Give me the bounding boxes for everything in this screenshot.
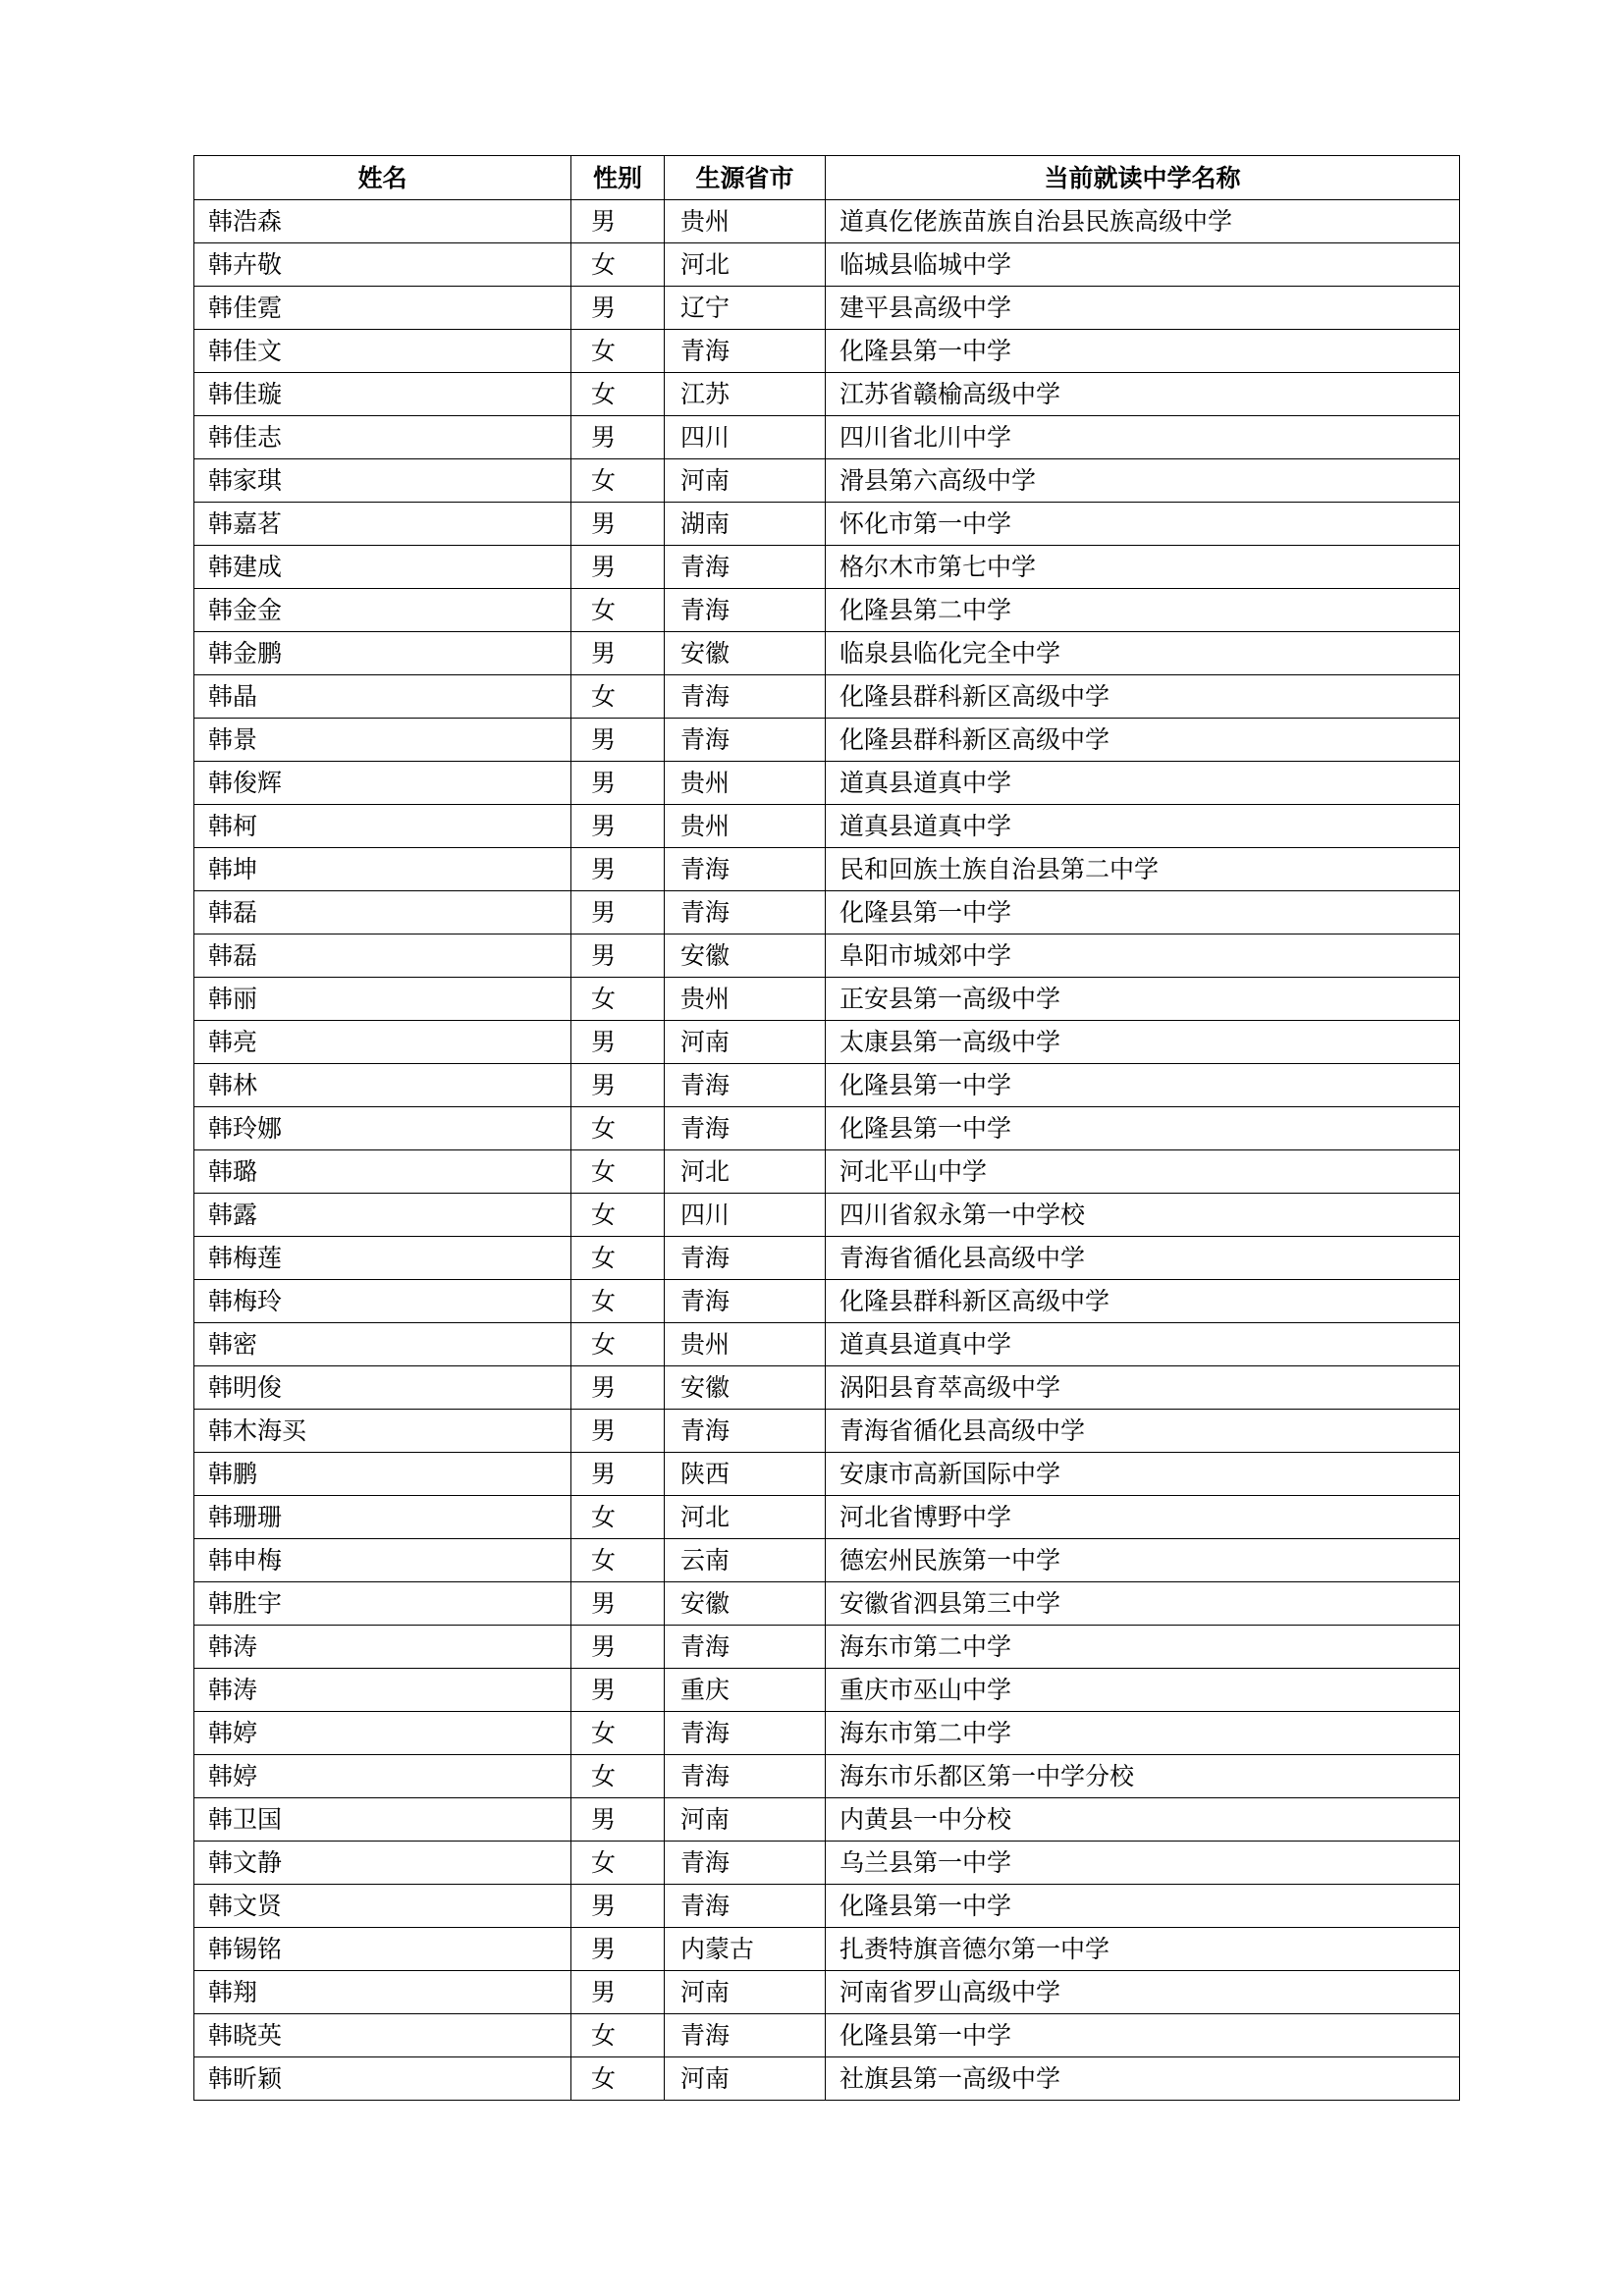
cell-name: 韩婷 [194, 1712, 571, 1755]
cell-school: 海东市乐都区第一中学分校 [826, 1755, 1460, 1798]
cell-school: 化隆县群科新区高级中学 [826, 1280, 1460, 1323]
cell-name: 韩晶 [194, 675, 571, 719]
cell-name: 韩嘉茗 [194, 503, 571, 546]
cell-province: 青海 [665, 891, 826, 934]
table-row [194, 503, 1460, 546]
cell-gender: 女 [571, 1539, 665, 1582]
cell-gender: 女 [571, 1150, 665, 1194]
cell-school: 德宏州民族第一中学 [826, 1539, 1460, 1582]
table-body [194, 200, 1460, 2101]
cell-school: 青海省循化县高级中学 [826, 1237, 1460, 1280]
cell-school: 建平县高级中学 [826, 287, 1460, 330]
cell-name: 韩涛 [194, 1669, 571, 1712]
table-row [194, 1712, 1460, 1755]
table-row [194, 1410, 1460, 1453]
cell-name: 韩磊 [194, 934, 571, 978]
cell-province: 河南 [665, 1971, 826, 2014]
cell-school: 格尔木市第七中学 [826, 546, 1460, 589]
cell-gender: 男 [571, 1928, 665, 1971]
cell-province: 贵州 [665, 805, 826, 848]
cell-province: 青海 [665, 675, 826, 719]
cell-province: 河北 [665, 243, 826, 287]
cell-gender: 男 [571, 1064, 665, 1107]
cell-gender: 女 [571, 2014, 665, 2057]
table-row [194, 1237, 1460, 1280]
cell-name: 韩晓英 [194, 2014, 571, 2057]
cell-school: 化隆县第一中学 [826, 330, 1460, 373]
cell-name: 韩申梅 [194, 1539, 571, 1582]
table-row [194, 546, 1460, 589]
cell-name: 韩佳文 [194, 330, 571, 373]
table-row [194, 1755, 1460, 1798]
cell-school: 化隆县群科新区高级中学 [826, 719, 1460, 762]
student-roster-table [193, 155, 1460, 2101]
cell-province: 青海 [665, 1237, 826, 1280]
cell-province: 河南 [665, 1798, 826, 1842]
cell-school: 四川省北川中学 [826, 416, 1460, 459]
cell-province: 陕西 [665, 1453, 826, 1496]
cell-gender: 男 [571, 1885, 665, 1928]
cell-school: 化隆县第一中学 [826, 891, 1460, 934]
cell-province: 河北 [665, 1496, 826, 1539]
cell-gender: 女 [571, 1107, 665, 1150]
cell-name: 韩珊珊 [194, 1496, 571, 1539]
cell-province: 青海 [665, 1755, 826, 1798]
cell-name: 韩翔 [194, 1971, 571, 2014]
cell-gender: 男 [571, 503, 665, 546]
table-row [194, 1194, 1460, 1237]
cell-province: 青海 [665, 1064, 826, 1107]
cell-name: 韩露 [194, 1194, 571, 1237]
table-row [194, 1453, 1460, 1496]
cell-school: 海东市第二中学 [826, 1626, 1460, 1669]
cell-province: 辽宁 [665, 287, 826, 330]
cell-gender: 男 [571, 1582, 665, 1626]
table-row [194, 1626, 1460, 1669]
cell-name: 韩胜宇 [194, 1582, 571, 1626]
cell-province: 湖南 [665, 503, 826, 546]
cell-gender: 男 [571, 1410, 665, 1453]
cell-school: 涡阳县育萃高级中学 [826, 1366, 1460, 1410]
cell-province: 安徽 [665, 632, 826, 675]
cell-school: 四川省叙永第一中学校 [826, 1194, 1460, 1237]
cell-school: 河北平山中学 [826, 1150, 1460, 1194]
cell-gender: 男 [571, 1626, 665, 1669]
cell-gender: 女 [571, 1237, 665, 1280]
table-row [194, 373, 1460, 416]
cell-school: 道真县道真中学 [826, 1323, 1460, 1366]
cell-name: 韩佳志 [194, 416, 571, 459]
cell-name: 韩梅玲 [194, 1280, 571, 1323]
table-row [194, 632, 1460, 675]
cell-gender: 女 [571, 243, 665, 287]
cell-name: 韩柯 [194, 805, 571, 848]
cell-name: 韩涛 [194, 1626, 571, 1669]
table-row [194, 805, 1460, 848]
table-row [194, 891, 1460, 934]
cell-name: 韩亮 [194, 1021, 571, 1064]
cell-province: 青海 [665, 1410, 826, 1453]
cell-province: 青海 [665, 848, 826, 891]
table-header-row [194, 156, 1460, 200]
cell-name: 韩坤 [194, 848, 571, 891]
table-row [194, 459, 1460, 503]
cell-province: 贵州 [665, 200, 826, 243]
cell-gender: 女 [571, 1842, 665, 1885]
cell-gender: 女 [571, 1194, 665, 1237]
cell-province: 贵州 [665, 978, 826, 1021]
cell-gender: 女 [571, 1755, 665, 1798]
table-row [194, 719, 1460, 762]
cell-province: 贵州 [665, 762, 826, 805]
cell-gender: 男 [571, 1798, 665, 1842]
cell-school: 阜阳市城郊中学 [826, 934, 1460, 978]
table-row [194, 416, 1460, 459]
cell-school: 化隆县群科新区高级中学 [826, 675, 1460, 719]
cell-name: 韩玲娜 [194, 1107, 571, 1150]
cell-name: 韩浩森 [194, 200, 571, 243]
cell-province: 青海 [665, 330, 826, 373]
table-row [194, 1669, 1460, 1712]
cell-school: 化隆县第一中学 [826, 1885, 1460, 1928]
cell-name: 韩璐 [194, 1150, 571, 1194]
cell-school: 道真仡佬族苗族自治县民族高级中学 [826, 200, 1460, 243]
cell-gender: 女 [571, 1323, 665, 1366]
cell-name: 韩建成 [194, 546, 571, 589]
table-row [194, 1021, 1460, 1064]
cell-name: 韩木海买 [194, 1410, 571, 1453]
table-row [194, 1064, 1460, 1107]
cell-school: 道真县道真中学 [826, 762, 1460, 805]
table-row [194, 1539, 1460, 1582]
cell-school: 海东市第二中学 [826, 1712, 1460, 1755]
cell-province: 河北 [665, 1150, 826, 1194]
cell-name: 韩昕颖 [194, 2057, 571, 2101]
cell-province: 青海 [665, 1107, 826, 1150]
cell-name: 韩林 [194, 1064, 571, 1107]
cell-province: 江苏 [665, 373, 826, 416]
cell-name: 韩卉敬 [194, 243, 571, 287]
cell-name: 韩锡铭 [194, 1928, 571, 1971]
cell-province: 四川 [665, 1194, 826, 1237]
cell-province: 青海 [665, 2014, 826, 2057]
cell-school: 化隆县第二中学 [826, 589, 1460, 632]
cell-gender: 男 [571, 287, 665, 330]
cell-gender: 男 [571, 1366, 665, 1410]
cell-school: 重庆市巫山中学 [826, 1669, 1460, 1712]
cell-name: 韩金鹏 [194, 632, 571, 675]
table-row [194, 1496, 1460, 1539]
cell-name: 韩文贤 [194, 1885, 571, 1928]
cell-province: 河南 [665, 459, 826, 503]
table-row [194, 287, 1460, 330]
cell-school: 河南省罗山高级中学 [826, 1971, 1460, 2014]
cell-province: 青海 [665, 1712, 826, 1755]
header-province: 生源省市 [665, 156, 826, 200]
cell-gender: 男 [571, 546, 665, 589]
cell-gender: 女 [571, 1496, 665, 1539]
cell-gender: 男 [571, 719, 665, 762]
cell-gender: 男 [571, 848, 665, 891]
table-row [194, 1366, 1460, 1410]
table-row [194, 589, 1460, 632]
cell-school: 化隆县第一中学 [826, 2014, 1460, 2057]
table-row [194, 1280, 1460, 1323]
cell-school: 安徽省泗县第三中学 [826, 1582, 1460, 1626]
cell-province: 内蒙古 [665, 1928, 826, 1971]
cell-province: 青海 [665, 719, 826, 762]
table-row [194, 675, 1460, 719]
cell-school: 河北省博野中学 [826, 1496, 1460, 1539]
cell-gender: 女 [571, 589, 665, 632]
cell-name: 韩明俊 [194, 1366, 571, 1410]
header-school: 当前就读中学名称 [826, 156, 1460, 200]
cell-name: 韩家琪 [194, 459, 571, 503]
cell-school: 江苏省赣榆高级中学 [826, 373, 1460, 416]
cell-province: 重庆 [665, 1669, 826, 1712]
table-row [194, 330, 1460, 373]
header-name: 姓名 [194, 156, 571, 200]
cell-school: 民和回族土族自治县第二中学 [826, 848, 1460, 891]
cell-school: 社旗县第一高级中学 [826, 2057, 1460, 2101]
cell-name: 韩佳霓 [194, 287, 571, 330]
cell-province: 安徽 [665, 1582, 826, 1626]
cell-province: 青海 [665, 1626, 826, 1669]
table-row [194, 200, 1460, 243]
cell-gender: 男 [571, 416, 665, 459]
table-row [194, 243, 1460, 287]
table-row [194, 934, 1460, 978]
table-row [194, 978, 1460, 1021]
table-row [194, 2014, 1460, 2057]
cell-name: 韩文静 [194, 1842, 571, 1885]
cell-name: 韩磊 [194, 891, 571, 934]
cell-school: 临城县临城中学 [826, 243, 1460, 287]
cell-school: 扎赉特旗音德尔第一中学 [826, 1928, 1460, 1971]
cell-name: 韩景 [194, 719, 571, 762]
table-row [194, 1582, 1460, 1626]
cell-gender: 女 [571, 1280, 665, 1323]
cell-school: 化隆县第一中学 [826, 1107, 1460, 1150]
cell-province: 青海 [665, 1885, 826, 1928]
cell-name: 韩婷 [194, 1755, 571, 1798]
table-row [194, 1928, 1460, 1971]
cell-school: 道真县道真中学 [826, 805, 1460, 848]
cell-gender: 男 [571, 1971, 665, 2014]
cell-name: 韩密 [194, 1323, 571, 1366]
table-row [194, 1107, 1460, 1150]
cell-province: 四川 [665, 416, 826, 459]
table-row [194, 1798, 1460, 1842]
table-row [194, 762, 1460, 805]
cell-school: 乌兰县第一中学 [826, 1842, 1460, 1885]
cell-gender: 男 [571, 934, 665, 978]
cell-school: 青海省循化县高级中学 [826, 1410, 1460, 1453]
cell-province: 贵州 [665, 1323, 826, 1366]
cell-school: 化隆县第一中学 [826, 1064, 1460, 1107]
cell-gender: 女 [571, 459, 665, 503]
table-row [194, 848, 1460, 891]
cell-school: 安康市高新国际中学 [826, 1453, 1460, 1496]
cell-gender: 女 [571, 978, 665, 1021]
cell-province: 安徽 [665, 1366, 826, 1410]
cell-gender: 男 [571, 805, 665, 848]
cell-province: 安徽 [665, 934, 826, 978]
cell-province: 河南 [665, 1021, 826, 1064]
cell-gender: 男 [571, 891, 665, 934]
cell-province: 青海 [665, 589, 826, 632]
cell-gender: 男 [571, 1021, 665, 1064]
cell-province: 青海 [665, 1842, 826, 1885]
cell-gender: 男 [571, 1453, 665, 1496]
cell-gender: 女 [571, 2057, 665, 2101]
cell-gender: 女 [571, 330, 665, 373]
cell-school: 滑县第六高级中学 [826, 459, 1460, 503]
cell-name: 韩佳璇 [194, 373, 571, 416]
cell-name: 韩金金 [194, 589, 571, 632]
cell-school: 正安县第一高级中学 [826, 978, 1460, 1021]
cell-gender: 女 [571, 1712, 665, 1755]
cell-gender: 男 [571, 1669, 665, 1712]
cell-gender: 男 [571, 632, 665, 675]
cell-province: 云南 [665, 1539, 826, 1582]
cell-school: 临泉县临化完全中学 [826, 632, 1460, 675]
table-row [194, 2057, 1460, 2101]
cell-name: 韩俊辉 [194, 762, 571, 805]
table-row [194, 1323, 1460, 1366]
cell-gender: 女 [571, 675, 665, 719]
cell-school: 内黄县一中分校 [826, 1798, 1460, 1842]
cell-gender: 男 [571, 200, 665, 243]
cell-province: 青海 [665, 1280, 826, 1323]
cell-gender: 男 [571, 762, 665, 805]
header-gender: 性别 [571, 156, 665, 200]
table-row [194, 1971, 1460, 2014]
cell-province: 青海 [665, 546, 826, 589]
cell-province: 河南 [665, 2057, 826, 2101]
cell-name: 韩鹏 [194, 1453, 571, 1496]
cell-name: 韩梅莲 [194, 1237, 571, 1280]
table-row [194, 1150, 1460, 1194]
table-row [194, 1885, 1460, 1928]
cell-school: 怀化市第一中学 [826, 503, 1460, 546]
table-row [194, 1842, 1460, 1885]
cell-school: 太康县第一高级中学 [826, 1021, 1460, 1064]
cell-name: 韩卫国 [194, 1798, 571, 1842]
cell-name: 韩丽 [194, 978, 571, 1021]
cell-gender: 女 [571, 373, 665, 416]
